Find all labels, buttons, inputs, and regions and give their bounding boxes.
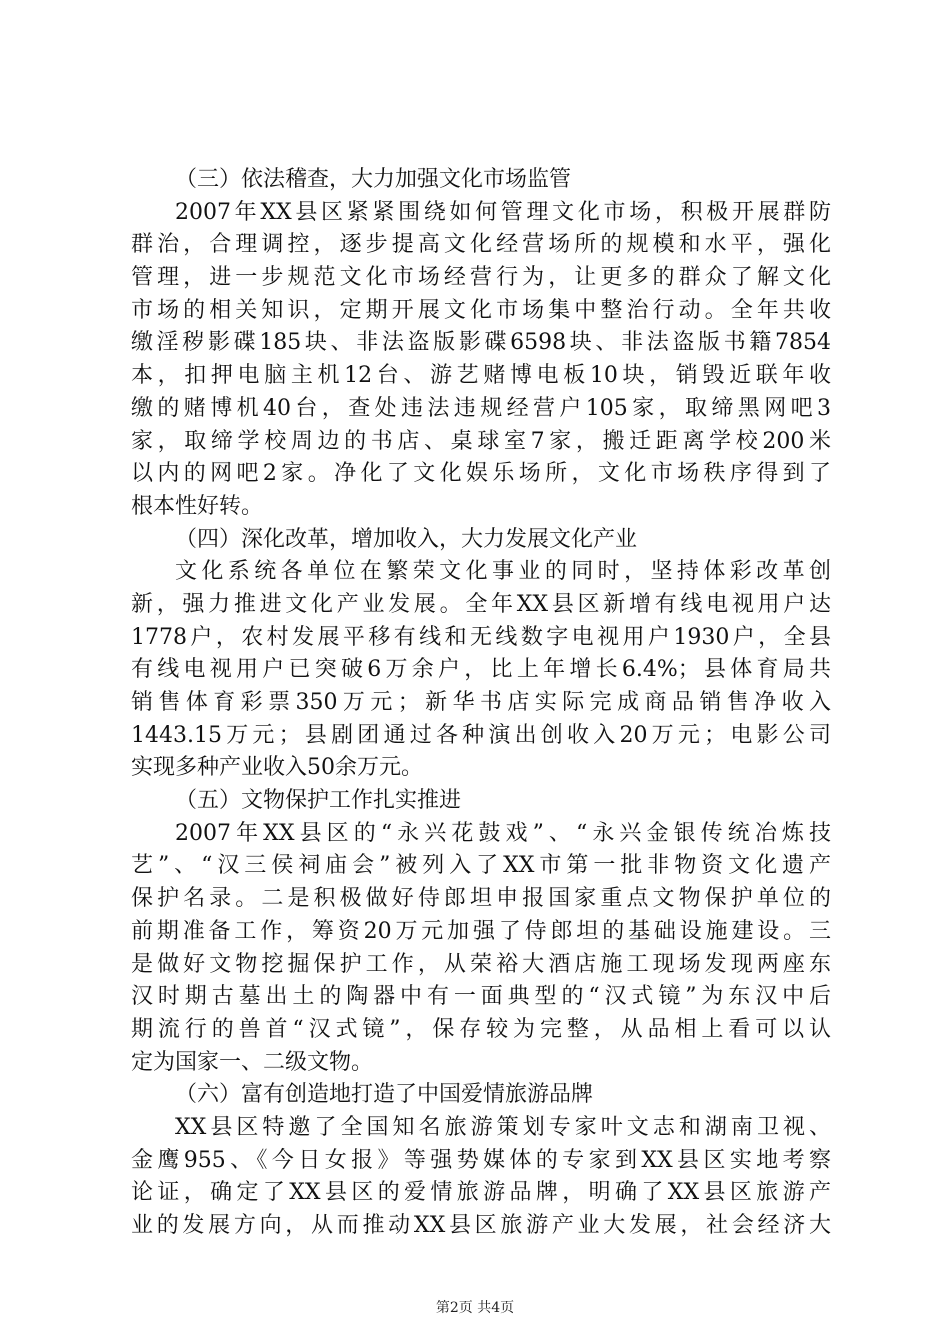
paragraph-line: 2007年XX县区的“永兴花鼓戏”、“永兴金银传统冶炼技 bbox=[175, 820, 831, 846]
section-heading-6: （六）富有创造地打造了中国爱情旅游品牌 bbox=[175, 1082, 594, 1108]
section-heading-3: （三）依法稽查，大力加强文化市场监管 bbox=[175, 167, 572, 192]
paragraph-line: 家，取缔学校周边的书店、桌球室7家，搬迁距离学校200米 bbox=[131, 428, 831, 454]
paragraph-line: 汉时期古墓出土的陶器中有一面典型的“汉式镜”为东汉中后 bbox=[131, 984, 831, 1010]
paragraph-line: 文化系统各单位在繁荣文化事业的同时，坚持体彩改革创 bbox=[175, 559, 831, 585]
paragraph-line: 以内的网吧2家。净化了文化娱乐场所，文化市场秩序得到了 bbox=[131, 461, 831, 487]
paragraph-line: 期流行的兽首“汉式镜”，保存较为完整，从品相上看可以认 bbox=[131, 1016, 831, 1042]
paragraph-line: XX县区特邀了全国知名旅游策划专家叶文志和湖南卫视、 bbox=[175, 1114, 831, 1140]
paragraph-line: 前期准备工作，筹资20万元加强了侍郎坦的基础设施建设。三 bbox=[131, 918, 831, 944]
paragraph-line: 金鹰955、《今日女报》等强势媒体的专家到XX县区实地考察 bbox=[131, 1147, 831, 1173]
section-heading-5: （五）文物保护工作扎实推进 bbox=[175, 788, 462, 814]
paragraph-line: 艺”、“汉三侯祠庙会”被列入了XX市第一批非物资文化遗产 bbox=[131, 853, 831, 879]
paragraph-line: 管理，进一步规范文化市场经营行为，让更多的群众了解文化 bbox=[131, 265, 831, 291]
paragraph-line: 1778户，农村发展平移有线和无线数字电视用户1930户，全县 bbox=[131, 624, 831, 650]
paragraph-line: 销售体育彩票350万元；新华书店实际完成商品销售净收入 bbox=[131, 690, 831, 715]
paragraph-line: 2007年XX县区紧紧围绕如何管理文化市场，积极开展群防 bbox=[175, 199, 831, 225]
paragraph-line: 实现多种产业收入50余万元。 bbox=[131, 755, 423, 781]
section-heading-4: （四）深化改革，增加收入，大力发展文化产业 bbox=[175, 526, 638, 552]
paragraph-line: 群治，合理调控，逐步提高文化经营场所的规模和水平，强化 bbox=[131, 232, 831, 258]
paragraph-line: 保护名录。二是积极做好侍郎坦申报国家重点文物保护单位的 bbox=[131, 886, 831, 912]
paragraph-line: 1443.15万元；县剧团通过各种演出创收入20万元；电影公司 bbox=[131, 722, 831, 748]
paragraph-line: 缴的赌博机40台，查处违法违规经营户105家，取缔黑网吧3 bbox=[131, 395, 831, 421]
page-number-footer: 第2页 共4页 bbox=[435, 1300, 515, 1316]
paragraph-line: 论证，确定了XX县区的爱情旅游品牌，明确了XX县区旅游产 bbox=[131, 1180, 831, 1206]
paragraph-line: 业的发展方向，从而推动XX县区旅游产业大发展，社会经济大 bbox=[131, 1213, 831, 1238]
paragraph-line: 市场的相关知识，定期开展文化市场集中整治行动。全年共收 bbox=[131, 297, 831, 323]
paragraph-line: 本，扣押电脑主机12台、游艺赌博电板10块，销毁近联年收 bbox=[131, 363, 831, 389]
paragraph-line: 缴淫秽影碟185块、非法盗版影碟6598块、非法盗版书籍7854 bbox=[131, 330, 831, 356]
paragraph-line: 根本性好转。 bbox=[131, 493, 264, 519]
paragraph-line: 定为国家一、二级文物。 bbox=[131, 1049, 374, 1075]
paragraph-line: 新，强力推进文化产业发展。全年XX县区新增有线电视用户达 bbox=[131, 591, 831, 617]
paragraph-line: 是做好文物挖掘保护工作，从荣裕大酒店施工现场发现两座东 bbox=[131, 951, 831, 977]
document-body bbox=[131, 164, 831, 1243]
paragraph-line: 有线电视用户已突破6万余户，比上年增长6.4%；县体育局共 bbox=[131, 657, 831, 683]
